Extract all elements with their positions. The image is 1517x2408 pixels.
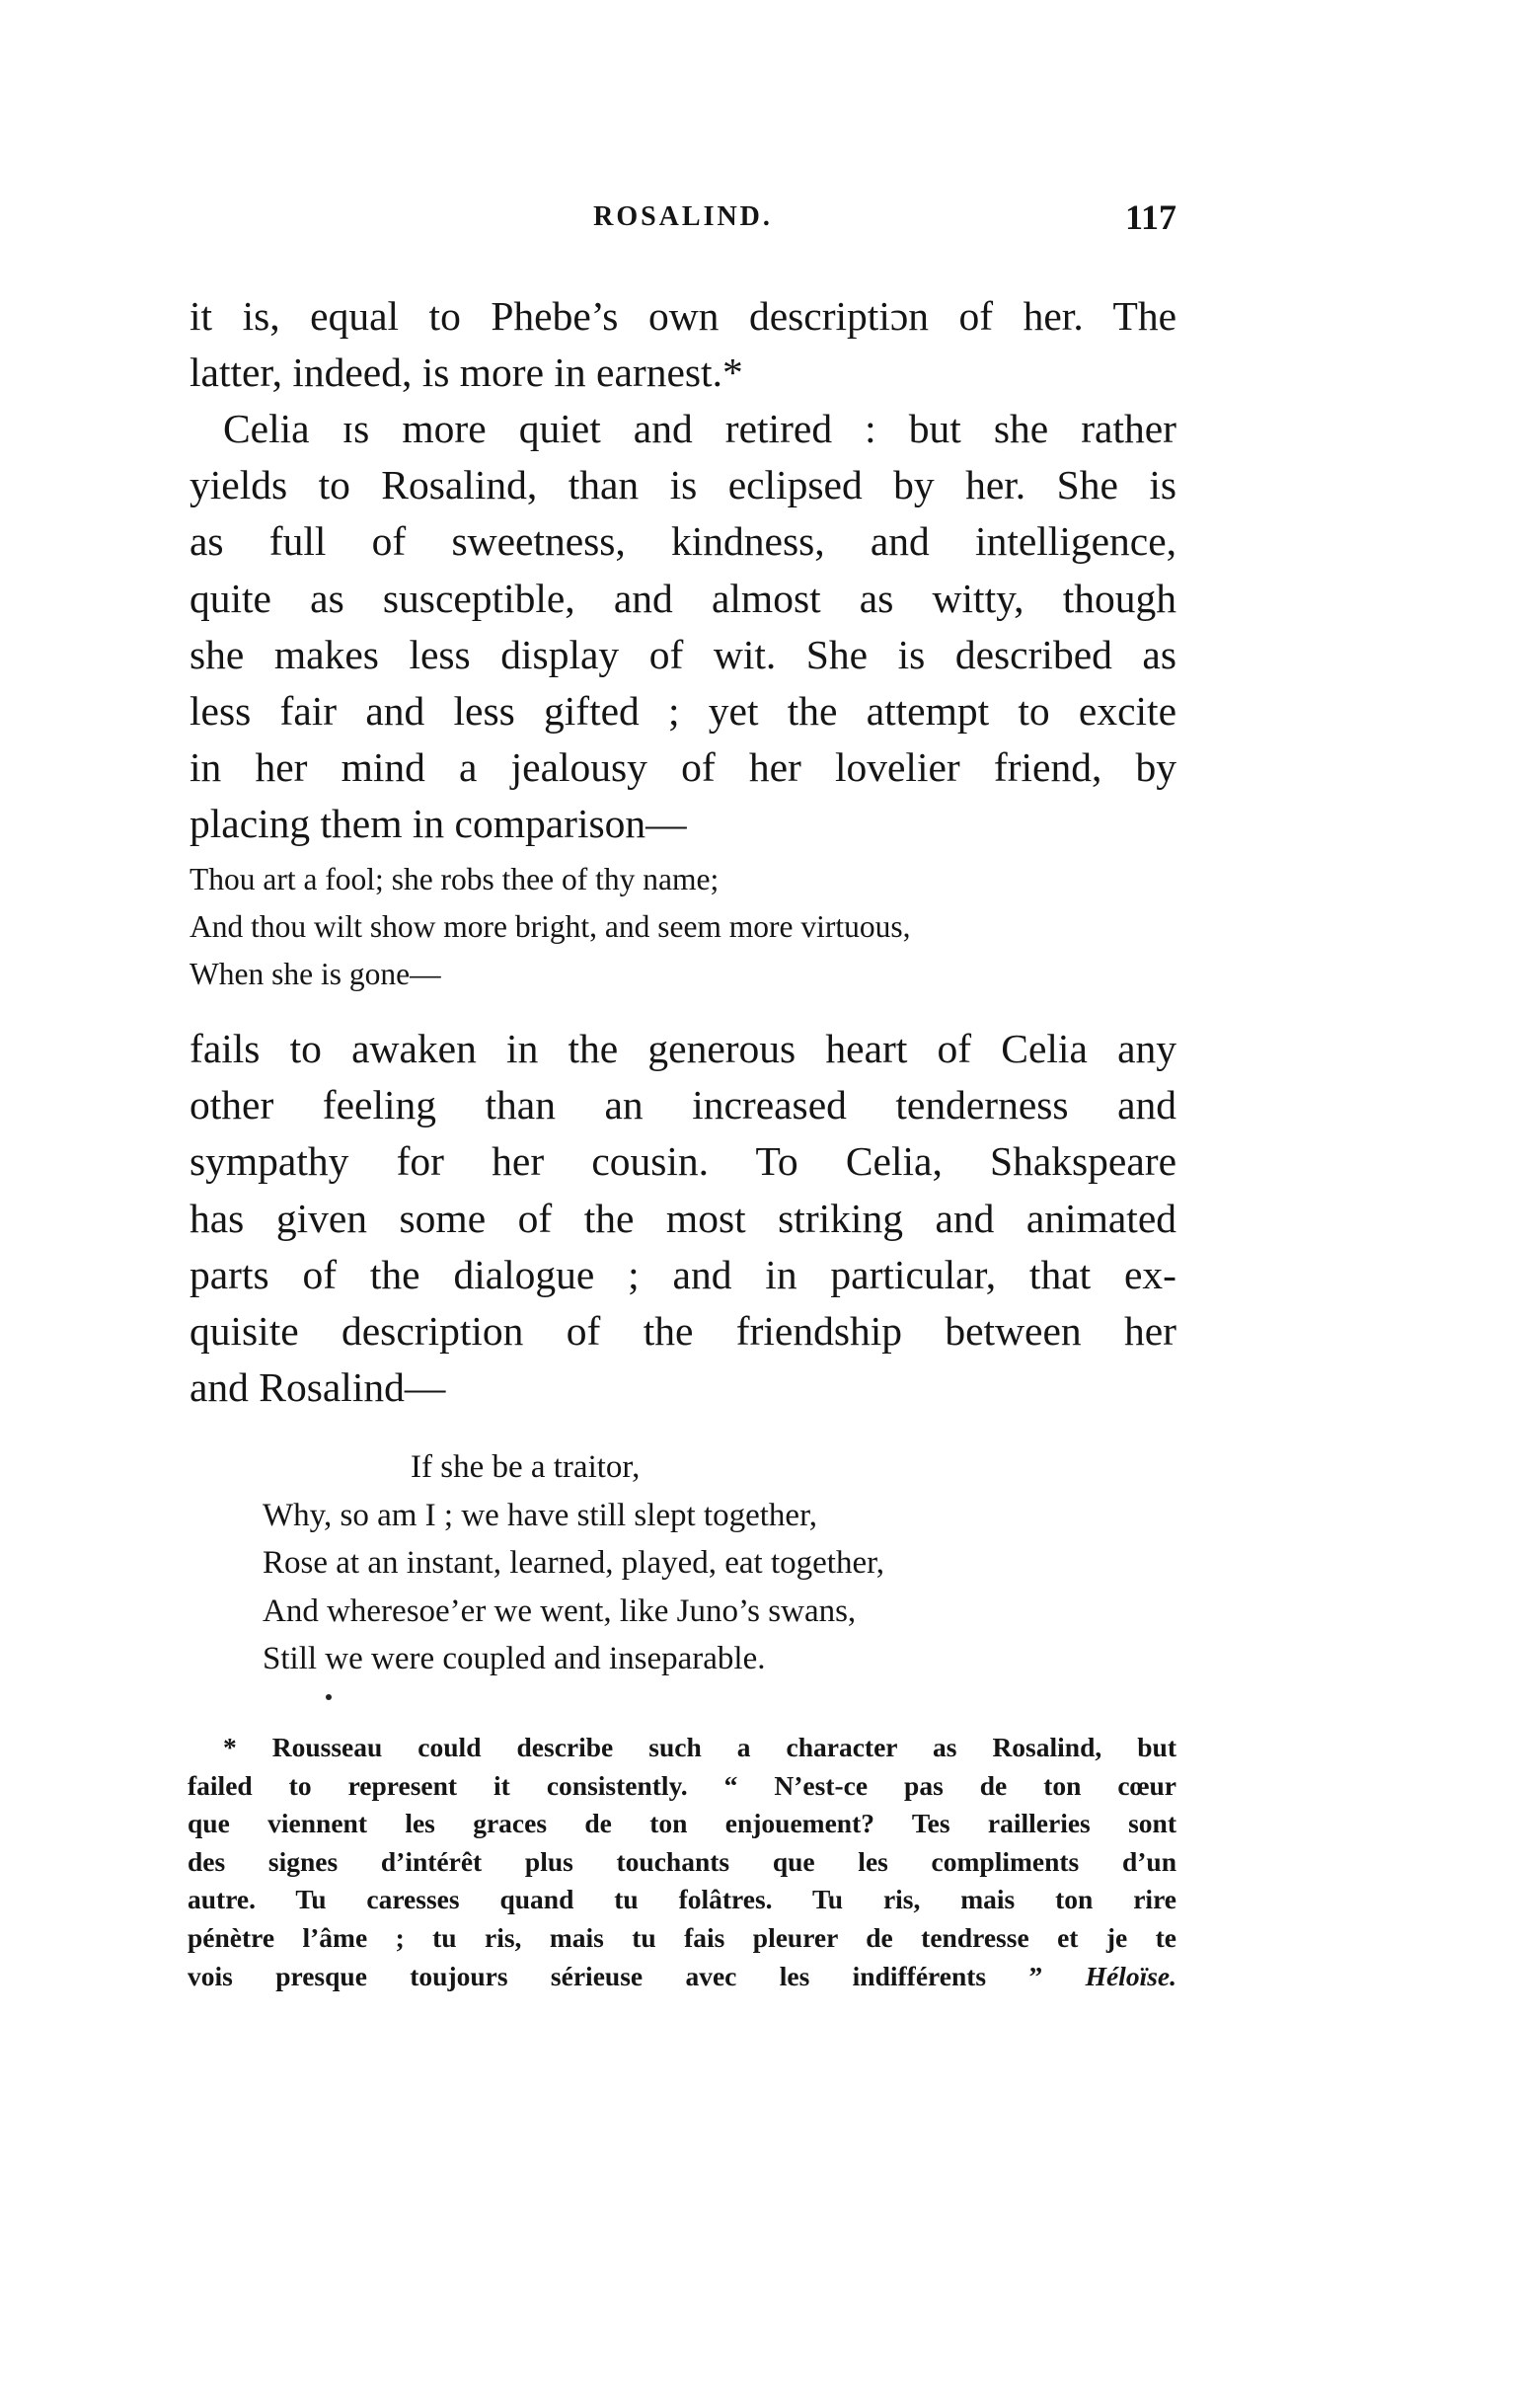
text-line: has given some of the most striking and animated (190, 1195, 1176, 1241)
text-line: fails to awaken in the generous heart of Celia any (190, 1026, 1176, 1071)
footnote-line (188, 1958, 1176, 1996)
text-line: quite as susceptible, and almost as witty, though (190, 575, 1176, 621)
text-line: as full of sweetness, kindness, and intelligence, (190, 518, 1176, 565)
text-line: Celia ɪs more quiet and retired : but she rather (223, 406, 1176, 451)
paragraph-celia (190, 401, 1176, 853)
footnote-line: * Rousseau could describe such a character as Rosalind, but (223, 1732, 1176, 1762)
footnote-line: des signes d’intérêt plus touchants que les compliments d’un (188, 1845, 1176, 1877)
text-line: in her mind a jealousy of her lovelier friend, by (190, 744, 1176, 791)
paragraph-continuation (190, 288, 1176, 401)
paragraph-friendship (190, 1021, 1176, 1416)
verse-line: Still we were coupled and inseparable. (263, 1641, 766, 1676)
verse-quote-2 (263, 1443, 1151, 1683)
running-head (190, 194, 1176, 241)
text-line: placing them in comparison— (190, 801, 687, 847)
verse-quote-1 (190, 856, 1176, 998)
text-line: other feeling than an increased tenderness and (190, 1082, 1176, 1128)
footnote-line: pénètre l’âme ; tu ris, mais tu fais pleurer de tendresse et je te (188, 1921, 1176, 1953)
text-line: and Rosalind— (190, 1364, 446, 1411)
footnote-line: failed to represent it consistently. “ N’est-ce pas de ton cœur (188, 1769, 1176, 1801)
footnote-last-text: vois presque toujours sérieuse avec les indifférents ” (188, 1960, 1043, 1991)
verse-line: When she is gone— (190, 957, 441, 991)
footnote-source: Héloïse. (1085, 1960, 1176, 1991)
running-title: ROSALIND. (593, 201, 773, 232)
footnote-line: que viennent les graces de ton enjouement? Tes railleries sont (188, 1808, 1176, 1839)
text-line: it is, equal to Phebe’s own descriptiɔn of her. The (190, 293, 1176, 339)
text-line: yields to Rosalind, than is eclipsed by her. She is (190, 462, 1176, 508)
page-number: 117 (1124, 197, 1176, 237)
verse-line: And thou wilt show more bright, and seem more virtuous, (190, 909, 911, 944)
verse-line: Thou art a fool; she robs thee of thy name; (190, 862, 720, 896)
ink-dot (326, 1694, 332, 1700)
footnote (188, 1729, 1176, 1995)
text-line: parts of the dialogue ; and in particular, that ex- (190, 1251, 1176, 1297)
verse-line: Why, so am I ; we have still slept together, (263, 1497, 817, 1533)
verse-line: If she be a traitor, (411, 1449, 641, 1485)
text-line: she makes less display of wit. She is described as (190, 631, 1176, 677)
verse-line: And wheresoe’er we went, like Juno’s swans, (263, 1592, 857, 1629)
text-line: less fair and less gifted ; yet the attempt to excite (190, 687, 1176, 734)
verse-line: Rose at an instant, learned, played, eat together, (263, 1545, 885, 1581)
text-line: quisite description of the friendship between her (190, 1307, 1176, 1354)
text-line: latter, indeed, is more in earnest.* (190, 350, 743, 396)
footnote-line: autre. Tu caresses quand tu folâtres. Tu ris, mais ton rire (188, 1884, 1176, 1915)
text-line: sympathy for her cousin. To Celia, Shakspeare (190, 1138, 1176, 1185)
